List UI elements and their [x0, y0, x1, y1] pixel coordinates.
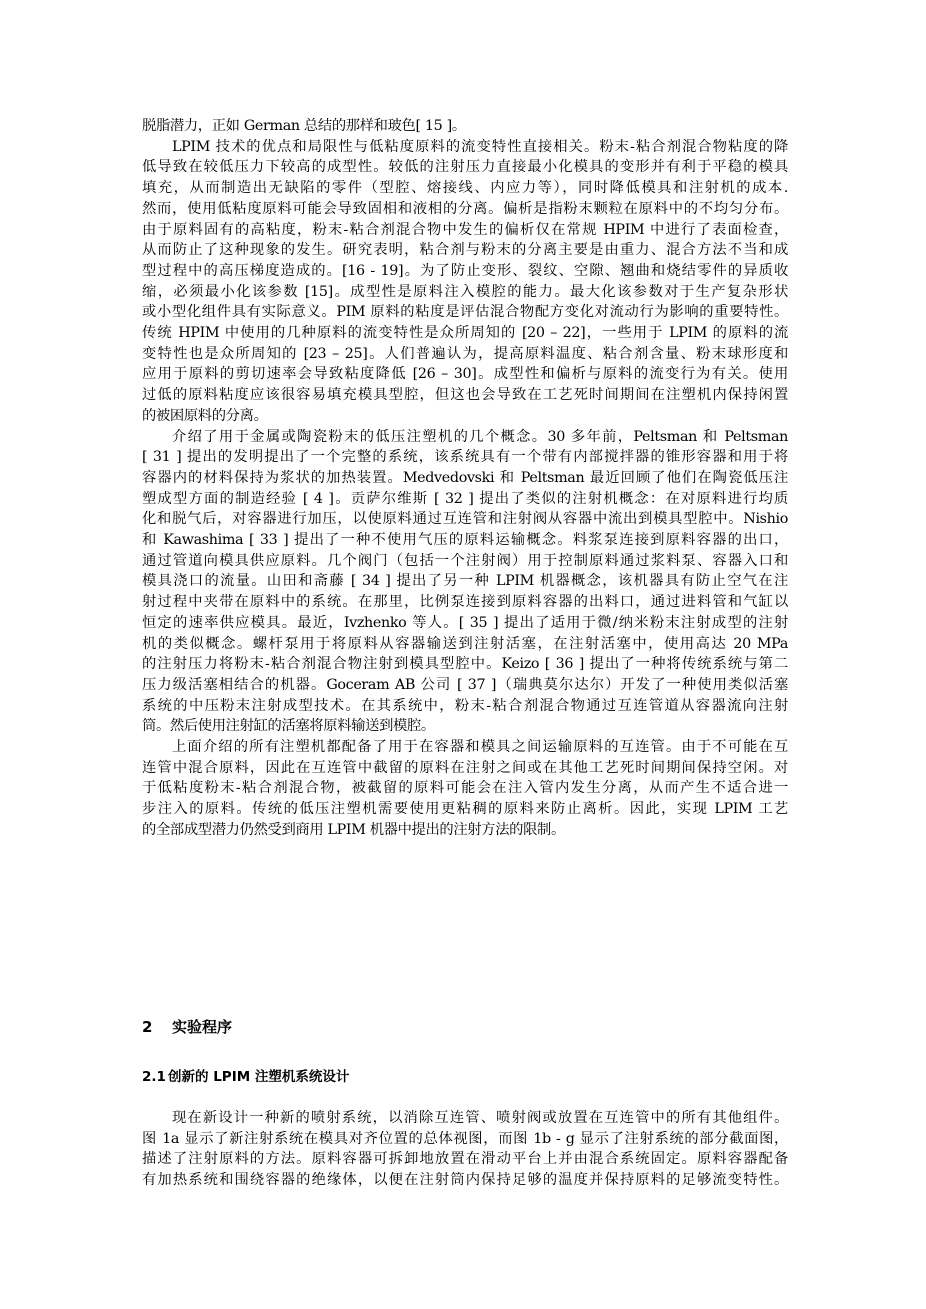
text-line: 上面介绍的所有注塑机都配备了用于在容器和模具之间运输原料的互连管。由于不可能在互 — [172, 739, 788, 755]
subsection-number: 2.1 — [142, 1069, 166, 1085]
text-line: 低导致在较低压力下较高的成型性。较低的注射压力直接最小化模具的变形并有利于平稳的模具 — [142, 159, 788, 176]
text-line: 介绍了用于金属或陶瓷粉末的低压注塑机的几个概念。30 多年前，Peltsman 和 Peltsman — [172, 428, 788, 445]
text-line: 的全部成型潜力仍然受到商用 LPIM 机器中提出的注射方法的限制。 — [142, 821, 565, 838]
text-line: 步注入的原料。传统的低压注塑机需要使用更粘稠的原料来防止离析。因此，实现 LPIM 工艺 — [142, 801, 788, 818]
text-line: [ 31 ] 提出的发明提出了一个完整的系统，该系统具有一个带有内部搅拌器的锥形容器和用于将 — [142, 449, 788, 466]
text-line: 筒。然后使用注射缸的活塞将原料输送到模腔。 — [142, 718, 435, 735]
text-line: 系统的中压粉末注射成型技术。在其系统中，粉末-粘合剂混合物通过互连管道从容器流向注射 — [142, 697, 788, 714]
subsection-title: 创新的 LPIM 注塑机系统设计 — [168, 1069, 350, 1085]
text-line: 图 1a 显示了新注射系统在模具对齐位置的总体视图，而图 1b - g 显示了注射系统的部分截面图， — [142, 1130, 788, 1147]
text-line: 塑成型方面的制造经验 [ 4 ]。贡萨尔维斯 [ 32 ] 提出了类似的注射机概念：在对原料进行均质 — [142, 490, 788, 507]
text-line: 过低的原料粘度应该很容易填充模具型腔，但这也会导致在工艺死时间期间在注塑机内保持闲置 — [142, 387, 788, 404]
subsection-heading — [142, 1066, 349, 1088]
text-line: 缩，必须最小化该参数 [15]。成型性是原料注入模腔的能力。最大化该参数对于生产复杂形状 — [142, 283, 788, 300]
text-line: 模具浇口的流量。山田和斋藤 [ 34 ] 提出了另一种 LPIM 机器概念，该机器具有防止空气在注 — [142, 573, 788, 590]
text-line: 有加热系统和围绕容器的绝缘体，以便在注射筒内保持足够的温度并保持原料的足够流变特性。 — [142, 1172, 788, 1189]
section-heading — [142, 1015, 232, 1039]
text-line: LPIM 技术的优点和局限性与低粘度原料的流变特性直接相关。粉末-粘合剂混合物粘度的降 — [172, 138, 788, 155]
text-line: 传统 HPIM 中使用的几种原料的流变特性是众所周知的 [20 – 22]，一些用于 LPIM 的原料的流 — [142, 325, 788, 341]
text-line: 应用于原料的剪切速率会导致粘度降低 [26 – 30]。成型性和偏析与原料的流变行为有关。使用 — [142, 366, 788, 383]
text-line: 和 Kawashima [ 33 ] 提出了一种不使用气压的原料运输概念。料浆泵连接到原料容器的出口， — [142, 532, 788, 548]
text-line: 变特性也是众所周知的 [23 – 25]。人们普遍认为，提高原料温度、粘合剂含量、粉末球形度和 — [142, 345, 788, 362]
section-title: 实验程序 — [172, 1018, 233, 1036]
text-line: 型过程中的高压梯度造成的。[16 - 19]。为了防止变形、裂纹、空隙、翘曲和烧结零件的异质收 — [142, 262, 788, 279]
text-line: 机的类似概念。螺杆泵用于将原料从容器输送到注射活塞，在注射活塞中，使用高达 20 MPa — [142, 635, 788, 652]
section-number: 2 — [142, 1018, 153, 1036]
text-line: 于低粘度粉末-粘合剂混合物，被截留的原料可能会在注入管内发生分离，从而产生不适合进一 — [142, 780, 788, 797]
text-line: 脱脂潜力，正如 German 总结的那样和玻色[ 15 ]。 — [142, 118, 466, 134]
text-line: 然而，使用低粘度原料可能会导致固相和液相的分离。偏析是指粉末颗粒在原料中的不均匀分布。 — [142, 200, 788, 217]
text-line: 压力级活塞相结合的机器。Goceram AB 公司 [ 37 ]（瑞典莫尔达尔）开发了一种使用类似活塞 — [142, 676, 788, 693]
text-line: 的被困原料的分离。 — [142, 407, 268, 424]
text-line: 容器内的材料保持为浆状的加热装置。Medvedovski 和 Peltsman 最近回顾了他们在陶瓷低压注 — [142, 469, 788, 486]
text-line: 描述了注射原料的方法。原料容器可拆卸地放置在滑动平台上并由混合系统固定。原料容器配备 — [142, 1151, 788, 1168]
text-line: 射过程中夹带在原料中的系统。在那里，比例泵连接到原料容器的出料口，通过进料管和气缸以 — [142, 594, 788, 611]
text-line: 通过管道向模具供应原料。几个阀门（包括一个注射阀）用于控制原料通过浆料泵、容器入口和 — [142, 552, 788, 569]
text-line: 填充，从而制造出无缺陷的零件（型腔、熔接线、内应力等），同时降低模具和注射机的成本. — [142, 180, 788, 197]
text-line: 或小型化组件具有实际意义。PIM 原料的粘度是评估混合物配方变化对流动行为影响的重要特性。 — [142, 304, 788, 321]
text-line: 从而防止了这种现象的发生。研究表明，粘合剂与粉末的分离主要是由重力、混合方法不当和成 — [142, 242, 788, 259]
text-line: 化和脱气后，对容器进行加压，以使原料通过互连管和注射阀从容器中流出到模具型腔中。Nishio — [142, 511, 788, 528]
text-line: 的注射压力将粉末-粘合剂混合物注射到模具型腔中。Keizo [ 36 ] 提出了一种将传统系统与第二 — [142, 656, 788, 673]
text-line: 由于原料固有的高粘度，粉末-粘合剂混合物中发生的偏析仅在常规 HPIM 中进行了表面检查， — [142, 221, 788, 238]
text-line: 恒定的速率供应模具。最近，Ivzhenko 等人。[ 35 ] 提出了适用于微/纳米粉末注射成型的注射 — [142, 614, 788, 631]
text-line: 连管中混合原料，因此在互连管中截留的原料在注射之间或在其他工艺死时间期间保持空闲。对 — [142, 759, 788, 776]
text-line: 现在新设计一种新的喷射系统，以消除互连管、喷射阀或放置在互连管中的所有其他组件。 — [172, 1110, 788, 1126]
